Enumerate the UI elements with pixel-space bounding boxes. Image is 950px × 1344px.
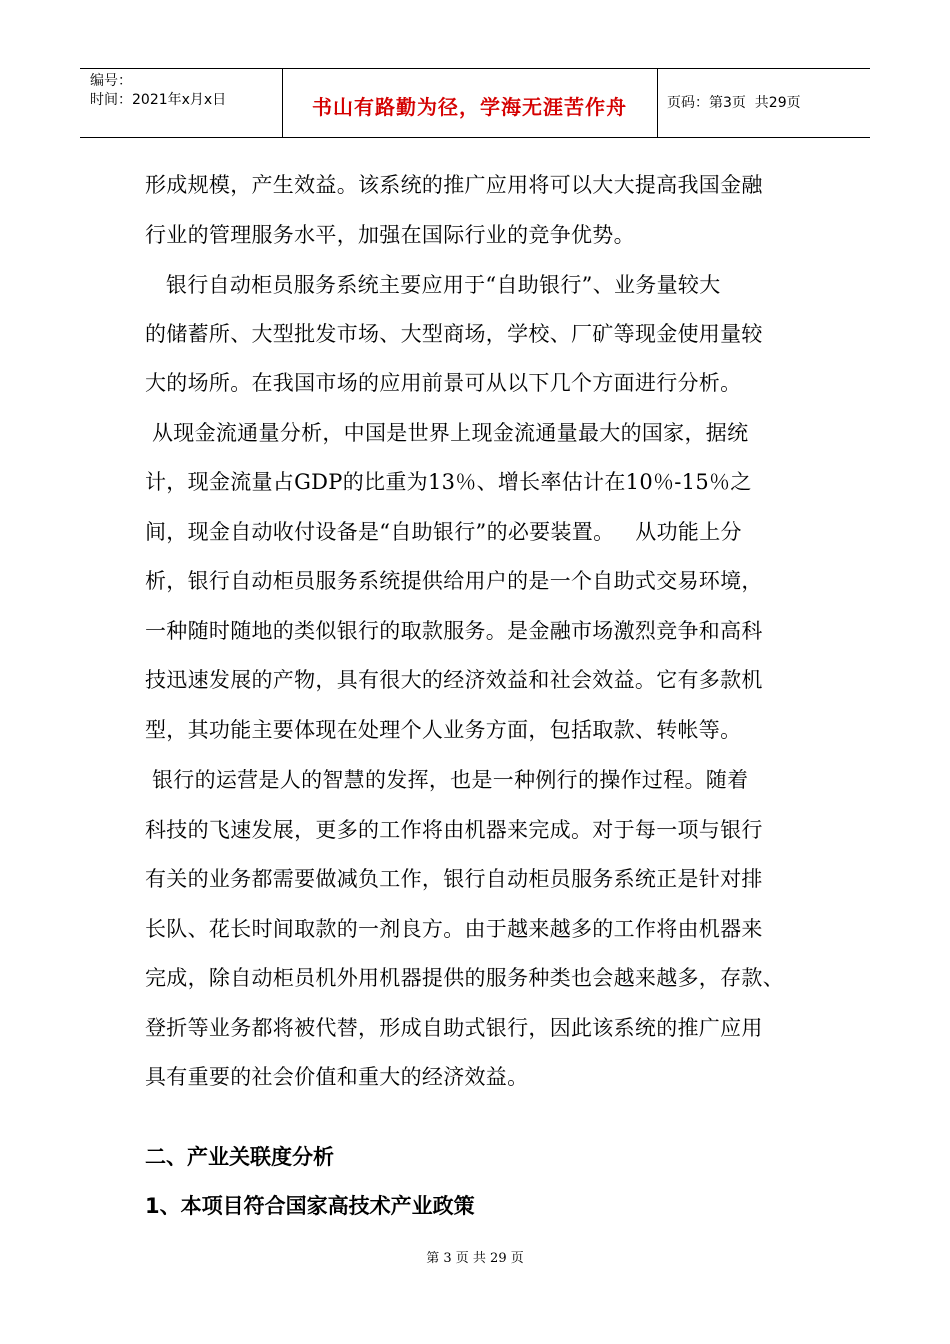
body-line: 计，现金流量占GDP的比重为13％、增长率估计在10％-15％之 <box>145 470 752 494</box>
body-line: 析，银行自动柜员服务系统提供给用户的是一个自助式交易环境， <box>145 569 763 593</box>
body-line: 长队、花长时间取款的一剂良方。由于越来越多的工作将由机器来 <box>145 917 763 941</box>
page-footer: 第 3 页 共 29 页 <box>426 1251 524 1266</box>
header-page-info: 页码：第3页 共29页 <box>667 95 801 111</box>
subsection-heading: 1、本项目符合国家高技术产业政策 <box>145 1194 475 1218</box>
body-line: 具有重要的社会价值和重大的经济效益。 <box>145 1065 529 1089</box>
header-meta <box>90 72 226 110</box>
header-divider <box>657 69 658 137</box>
body-line: 型，其功能主要体现在处理个人业务方面，包括取款、转帐等。 <box>145 718 742 742</box>
body-line: 银行自动柜员服务系统主要应用于“自助银行”、业务量较大 <box>145 273 721 297</box>
time-label: 时间：2021年x月x日 <box>90 92 227 108</box>
body-line: 完成，除自动柜员机外用机器提供的服务种类也会越来越多，存款、 <box>145 966 784 990</box>
body-line: 的储蓄所、大型批发市场、大型商场，学校、厂矿等现金使用量较 <box>145 322 763 346</box>
header-motto: 书山有路勤为径，学海无涯苦作舟 <box>312 95 627 119</box>
number-label: 编号： <box>90 73 132 89</box>
body-line: 银行的运营是人的智慧的发挥，也是一种例行的操作过程。随着 <box>145 768 749 792</box>
body-line: 有关的业务都需要做减负工作，银行自动柜员服务系统正是针对排 <box>145 867 763 891</box>
body-line: 间，现金自动收付设备是“自助银行”的必要装置。 从功能上分 <box>145 520 742 544</box>
body-line: 形成规模，产生效益。该系统的推广应用将可以大大提高我国金融 <box>145 173 763 197</box>
body-line: 技迅速发展的产物，具有很大的经济效益和社会效益。它有多款机 <box>145 668 763 692</box>
body-line: 行业的管理服务水平，加强在国际行业的竞争优势。 <box>145 223 635 247</box>
section-heading: 二、产业关联度分析 <box>145 1145 334 1169</box>
page-header <box>80 68 870 138</box>
body-line: 科技的飞速发展，更多的工作将由机器来完成。对于每一项与银行 <box>145 818 763 842</box>
body-line: 登折等业务都将被代替，形成自助式银行，因此该系统的推广应用 <box>145 1016 763 1040</box>
body-line: 一种随时随地的类似银行的取款服务。是金融市场激烈竞争和高科 <box>145 619 763 643</box>
body-line: 大的场所。在我国市场的应用前景可从以下几个方面进行分析。 <box>145 371 742 395</box>
body-line: 从现金流通量分析，中国是世界上现金流通量最大的国家，据统 <box>145 421 749 445</box>
